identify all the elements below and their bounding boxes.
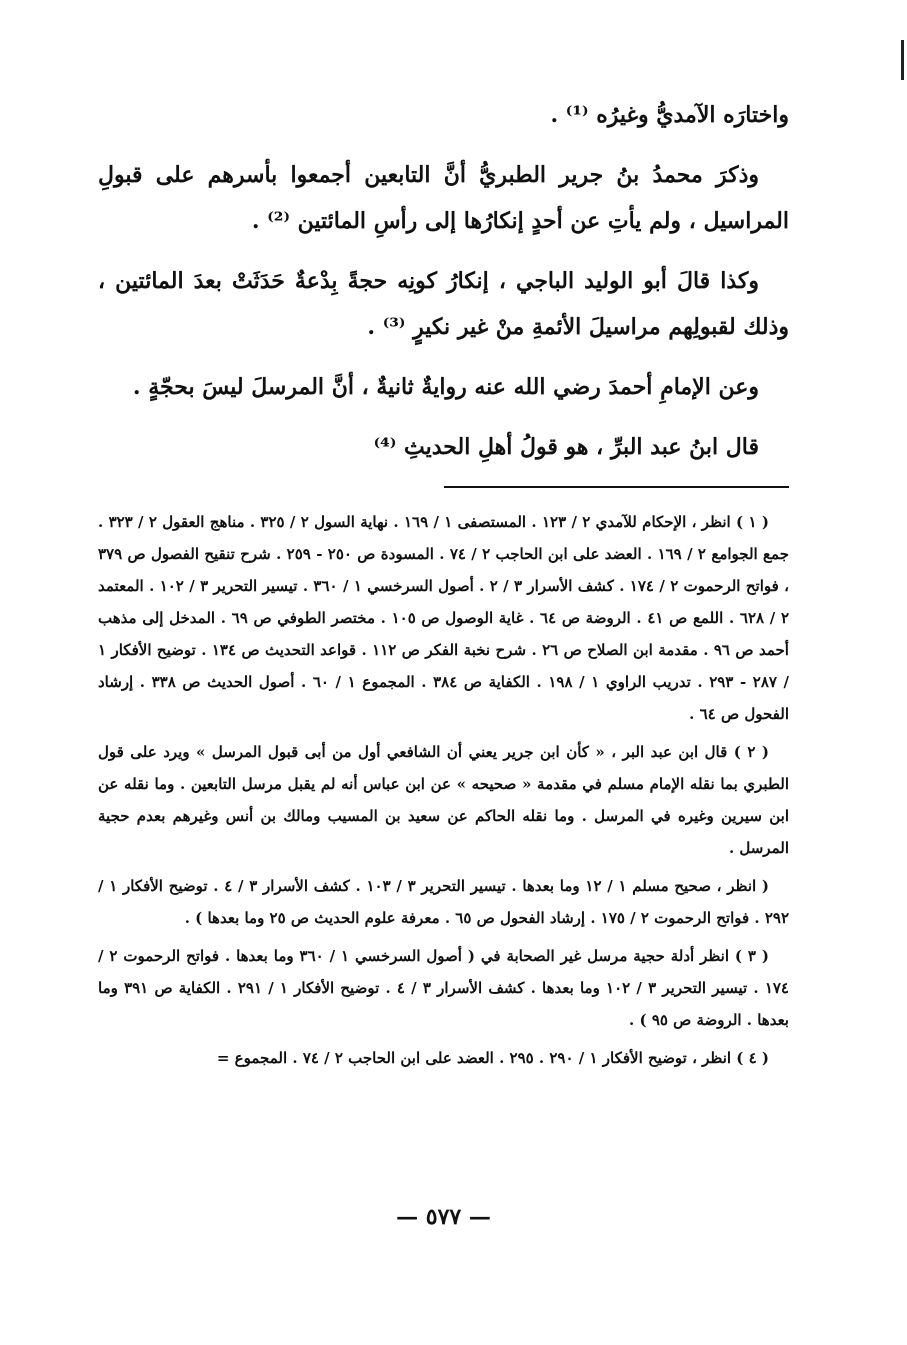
footnote-4: ( ٤ ) انظر ، توضيح الأفكار ١ / ٢٩٠ . ٢٩٥ . العضد على ابن الحاجب ٢ / ٧٤ . المجموع = [216,1049,769,1067]
main-paragraph-4: وعن الإمامِ أحمدَ رضي الله عنه روايةٌ ثانيةٌ ، أنَّ المرسلَ ليسَ بحجّةٍ . [132,374,759,400]
footnote-1: ( ١ ) انظر ، الإحكام للآمدي ٢ / ١٢٣ . المستصفى ١ / ١٦٩ . نهاية السول ٢ / ٣٢٥ . مناهج العقول ٢ / ٣٢٣ . جمع الجوامع ٢ / ١٦٩ . العضد على ابن الحاجب ٢ / ٧٤ . المسودة ص ٢٥٠ - ٢٥٩ . شرح تنقيح الفصول ص ٣٧٩ ، فواتح الرحموت ٢ / ١٧٤ . كشف الأسرار ٣ / ٢ . أصول السرخسي ١ / ٣٦٠ . تيسير التحرير ٣ / ١٠٢ . المعتمد ٢ / ٦٢٨ . اللمع ص ٤١ . الروضة ص ٦٤ . غاية الوصول ص ١٠٥ . مختصر الطوفي ص ٦٩ . المدخل إلى مذهب أحمد ص ٩٦ . مقدمة ابن الصلاح ص ٢٦ . شرح نخبة الفكر ص ١١٢ . قواعد التحديث ص ١٣٤ . توضيح الأفكار ١ / ٢٨٧ - ٢٩٣ . تدريب الراوي ١ / ١٩٨ . الكفاية ص ٣٨٤ . المجموع ١ / ٦٠ . أصول الحديث ص ٣٣٨ . إرشاد الفحول ص ٦٤ . [98,513,789,723]
main-paragraph-5: قال ابنُ عبد البرِّ ، هو قولُ أهلِ الحديثِ ⁽⁴⁾ [373,434,759,460]
main-paragraph-2: وذكرَ محمدُ بنُ جرير الطبريُّ أنَّ التابعين أجمعوا بأسرهم على قبولِ المراسيل ، ولم يأتِ عن أحدٍ إنكارُها إلى رأسِ المائتين ⁽²⁾ . [98,162,789,234]
footnote-3: ( ٣ ) انظر أدلة حجية مرسل غير الصحابة في ( أصول السرخسي ١ / ٣٦٠ وما بعدها . فواتح الرحموت ٢ / ١٧٤ . تيسير التحرير ٣ / ١٠٢ وما بعدها . كشف الأسرار ٣ / ٤ . توضيح الأفكار ١ / ٢٩١ . الكفاية ص ٣٩١ وما بعدها . الروضة ص ٩٥ ) . [98,947,789,1029]
footnote-2-refs: ( انظر ، صحيح مسلم ١ / ١٢ وما بعدها . تيسير التحرير ٣ / ١٠٣ . كشف الأسرار ٣ / ٤ . توضيح الأفكار ١ / ٢٩٢ . فواتح الرحموت ٢ / ١٧٥ . إرشاد الفحول ص ٦٥ . معرفة علوم الحديث ص ٢٥ وما بعدها ) . [98,877,789,927]
footnote-2: ( ٢ ) قال ابن عبد البر ، « كأن ابن جرير يعني أن الشافعي أول من أبى قبول المرسل » ويرد على قول الطبري بما نقله الإمام مسلم في مقدمة « صحيحه » عن ابن عباس أنه لم يقبل مرسل التابعين . وما نقله عن ابن سيرين وغيره في المرسل . وما نقله الحاكم عن سعيد بن المسيب ومالك بن أنس وغيرهم بعدم حجية المرسل . [98,743,789,857]
footnotes [98,506,789,1074]
book-page [98,92,789,1345]
main-text [98,92,789,470]
main-paragraph-1: واختارَه الآمديُّ وغيرُه ⁽¹⁾ . [550,102,789,128]
page-number: — ٥٧٧ — [396,1204,491,1230]
scan-edge-mark [901,40,904,80]
main-paragraph-3: وكذا قالَ أبو الوليد الباجي ، إنكارُ كونِه حجةً بِدْعةٌ حَدَثَتْ بعدَ المائتين ، وذلك لقبولِهم مراسيلَ الأئمةِ منْ غير نكيرٍ ⁽³⁾ . [98,268,789,340]
footnote-separator [444,486,789,488]
